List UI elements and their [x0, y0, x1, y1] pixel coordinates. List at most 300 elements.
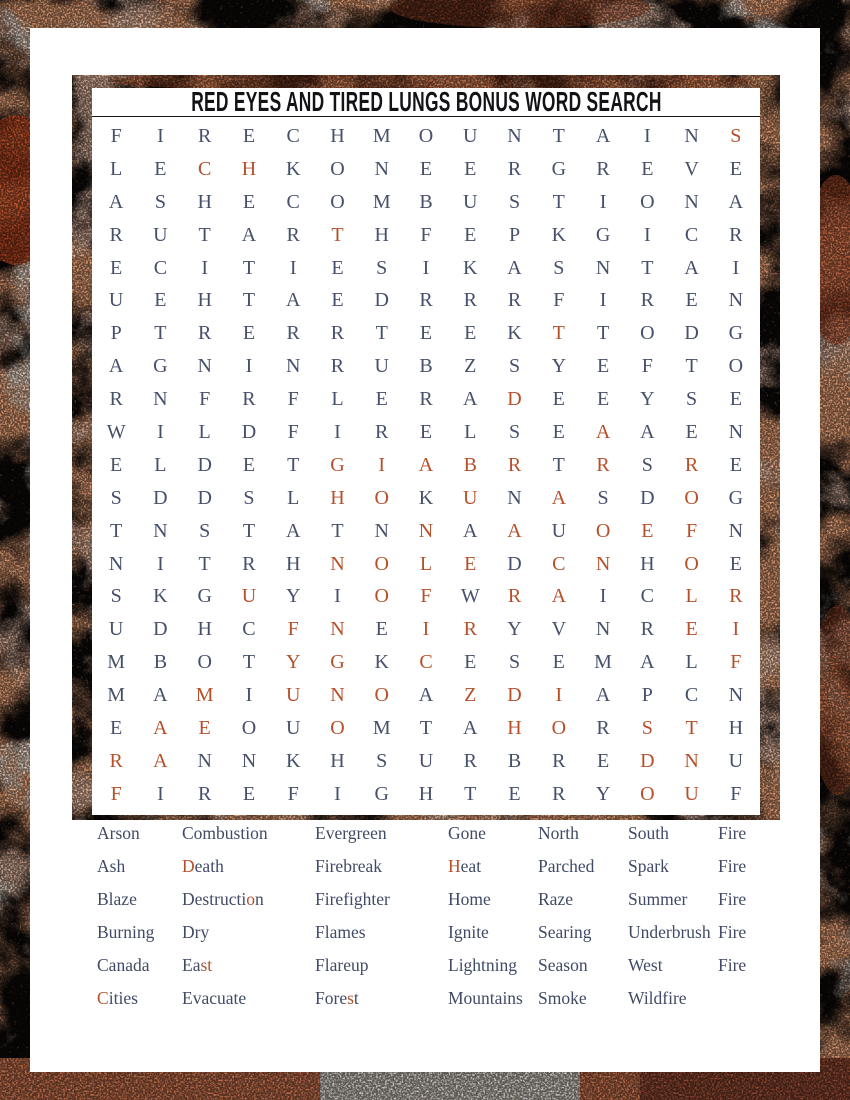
grid-cell: K — [418, 486, 434, 509]
grid-cell: O — [418, 124, 434, 147]
grid-cell: Y — [640, 388, 655, 411]
word-list-item: West — [628, 955, 663, 975]
grid-cell: A — [463, 716, 478, 739]
grid-cell: T — [596, 322, 610, 345]
grid-cell: R — [729, 223, 743, 246]
grid-cell: S — [730, 124, 742, 147]
grid-cell: R — [507, 453, 522, 476]
grid-cell: T — [198, 223, 211, 246]
grid-cell: R — [330, 355, 345, 378]
word-list-item: Forest — [315, 988, 359, 1008]
grid-cell: S — [199, 519, 211, 542]
grid-cell: G — [728, 322, 744, 345]
grid-cell: I — [643, 124, 651, 147]
word-list-item: Flames — [315, 922, 366, 942]
grid-cell: A — [551, 486, 567, 509]
grid-cell: K — [507, 322, 522, 345]
word-list-item: Cities — [97, 988, 138, 1008]
grid-cell: O — [197, 651, 212, 674]
word-list-item: Canada — [97, 955, 150, 975]
grid-cell: G — [551, 157, 567, 180]
grid-cell: N — [374, 519, 389, 542]
grid-cell: K — [285, 749, 301, 772]
grid-cell: D — [197, 453, 212, 476]
word-list-item: Parched — [538, 856, 595, 876]
grid-cell: E — [464, 223, 477, 246]
grid-cell: E — [331, 256, 344, 279]
grid-cell: I — [599, 289, 607, 312]
grid-cell: T — [641, 256, 654, 279]
word-list-item: Dry — [182, 922, 210, 942]
grid-cell: E — [552, 651, 565, 674]
grid-cell: P — [641, 684, 653, 707]
word-list-item: Smoke — [538, 988, 587, 1008]
grid-cell: U — [728, 749, 744, 772]
grid-cell: K — [285, 157, 301, 180]
grid-cell: U — [374, 355, 389, 378]
grid-cell: L — [331, 388, 344, 411]
grid-cell: O — [684, 486, 699, 509]
word-list-item: Gone — [448, 823, 486, 843]
grid-cell: N — [595, 256, 611, 279]
grid-cell: D — [640, 486, 655, 509]
grid-cell: E — [242, 322, 256, 345]
grid-cell: E — [331, 289, 344, 312]
grid-cell: E — [375, 388, 388, 411]
grid-cell: E — [154, 157, 167, 180]
grid-cell: H — [418, 782, 434, 805]
grid-cell: A — [108, 355, 124, 378]
word-list-item: Arson — [97, 823, 140, 843]
grid-cell: R — [242, 552, 256, 575]
grid-cell: T — [242, 651, 256, 674]
grid-cell: F — [110, 124, 122, 147]
grid-cell: E — [508, 782, 521, 805]
grid-cell: E — [464, 651, 477, 674]
title-bar — [92, 88, 760, 117]
grid-cell: A — [463, 519, 478, 542]
word-list-item: Fire — [718, 955, 747, 975]
grid-cell: C — [552, 552, 566, 575]
grid-cell: R — [729, 585, 743, 608]
word-list-item: Burning — [97, 922, 155, 942]
grid-cell: T — [552, 190, 565, 213]
grid-cell: M — [107, 651, 126, 674]
grid-cell: S — [110, 486, 122, 509]
word-list-item: Wildfire — [628, 988, 687, 1008]
grid-cell: C — [640, 585, 654, 608]
grid-cell: O — [374, 486, 389, 509]
word-list-column — [182, 817, 315, 1015]
grid-cell: C — [153, 256, 168, 279]
grid-cell: N — [507, 124, 522, 147]
word-list — [97, 817, 778, 1015]
grid-cell: I — [157, 782, 164, 805]
grid-cell: T — [419, 716, 433, 739]
grid-cell: H — [640, 552, 655, 575]
grid-cell: O — [640, 322, 655, 345]
grid-cell: O — [330, 190, 345, 213]
grid-cell: I — [157, 124, 164, 147]
word-list-column — [315, 817, 448, 1015]
grid-cell: E — [375, 618, 388, 641]
grid-cell: E — [685, 289, 698, 312]
grid-cell: A — [507, 256, 522, 279]
word-list-item: Evergreen — [315, 823, 387, 843]
grid-cell: E — [729, 157, 742, 180]
grid-cell: R — [197, 782, 212, 805]
grid-cell: U — [463, 190, 478, 213]
grid-cell: L — [110, 157, 123, 180]
grid-cell: U — [285, 684, 301, 707]
grid-cell: D — [197, 486, 212, 509]
grid-cell: E — [685, 420, 698, 443]
grid-cell: G — [197, 585, 212, 608]
word-list-item: Firefighter — [315, 889, 390, 909]
grid-cell: R — [109, 388, 123, 411]
grid-cell: O — [374, 585, 389, 608]
grid-cell: S — [641, 453, 653, 476]
grid-cell: I — [422, 256, 430, 279]
grid-cell: A — [241, 223, 257, 246]
grid-cell: U — [684, 782, 699, 805]
grid-cell: I — [334, 585, 341, 608]
grid-cell: H — [241, 157, 257, 180]
grid-cell: I — [245, 355, 253, 378]
grid-cell: M — [372, 190, 391, 213]
grid-cell: F — [287, 420, 299, 443]
grid-cell: A — [153, 749, 168, 772]
grid-cell: L — [154, 453, 167, 476]
grid-cell: E — [110, 256, 123, 279]
grid-cell: L — [287, 486, 300, 509]
grid-cell: F — [420, 585, 432, 608]
grid-cell: E — [154, 289, 167, 312]
word-list-item: Lightning — [448, 955, 518, 975]
grid-cell: O — [551, 716, 567, 739]
grid-cell: A — [418, 684, 434, 707]
grid-cell: E — [641, 519, 654, 542]
grid-cell: T — [242, 256, 256, 279]
word-list-item: Ash — [97, 856, 126, 876]
grid-cell: F — [199, 388, 211, 411]
grid-cell: N — [418, 519, 434, 542]
page-title: RED EYES AND TIRED LUNGS BONUS WORD SEARCH — [190, 86, 662, 117]
grid-cell: R — [330, 322, 345, 345]
grid-cell: R — [419, 388, 433, 411]
word-list-item: East — [182, 955, 213, 975]
grid-cell: A — [418, 453, 434, 476]
grid-cell: E — [419, 157, 433, 180]
grid-cell: T — [375, 322, 388, 345]
grid-cell: S — [508, 190, 521, 213]
grid-cell: A — [551, 585, 567, 608]
word-list-item: Heat — [448, 856, 482, 876]
grid-cell: T — [110, 519, 123, 542]
grid-cell: F — [686, 519, 698, 542]
grid-cell: S — [243, 486, 255, 509]
grid-cell: N — [595, 552, 611, 575]
grid-cell: O — [728, 355, 744, 378]
grid-cell: F — [287, 782, 299, 805]
grid-cell: K — [463, 256, 478, 279]
word-list-column — [718, 817, 778, 1015]
grid-cell: A — [595, 124, 611, 147]
grid-cell: E — [110, 453, 123, 476]
grid-cell: T — [552, 124, 565, 147]
grid-cell: N — [330, 618, 345, 641]
grid-cell: E — [641, 157, 654, 180]
grid-cell: E — [729, 453, 742, 476]
grid-cell: D — [153, 618, 168, 641]
grid-cell: A — [463, 388, 478, 411]
grid-cell: T — [331, 519, 344, 542]
word-list-item: Combustion — [182, 823, 268, 843]
grid-cell: W — [106, 420, 126, 443]
grid-cell: O — [241, 716, 257, 739]
grid-cell: E — [464, 322, 477, 345]
grid-cell: I — [732, 256, 740, 279]
grid-cell: A — [153, 716, 168, 739]
grid-cell: S — [508, 651, 521, 674]
grid-cell: W — [460, 585, 480, 608]
grid-cell: A — [640, 651, 655, 674]
grid-cell: Y — [285, 651, 301, 674]
grid-cell: T — [685, 716, 698, 739]
grid-cell: T — [331, 223, 344, 246]
word-list-item: Mountains — [448, 988, 523, 1008]
grid-cell: H — [285, 552, 301, 575]
word-list-item: Firebreak — [315, 856, 383, 876]
grid-cell: F — [730, 782, 742, 805]
grid-cell: M — [372, 124, 391, 147]
grid-cell: G — [153, 355, 168, 378]
grid-cell: O — [640, 190, 655, 213]
grid-cell: F — [730, 651, 742, 674]
grid-cell: N — [728, 684, 744, 707]
grid-cell: K — [551, 223, 567, 246]
word-list-item: Flareup — [315, 955, 369, 975]
grid-cell: C — [197, 157, 212, 180]
grid-cell: I — [555, 684, 563, 707]
word-list-item: North — [538, 823, 579, 843]
grid-cell: R — [375, 420, 389, 443]
grid-cell: D — [241, 420, 257, 443]
grid-cell: H — [330, 486, 345, 509]
word-list-item: Fire — [718, 823, 747, 843]
grid-cell: E — [596, 749, 610, 772]
grid-cell: A — [153, 684, 168, 707]
grid-cell: N — [684, 190, 699, 213]
grid-cell: N — [507, 486, 522, 509]
puzzle-panel — [92, 88, 760, 815]
grid-cell: N — [728, 519, 744, 542]
grid-cell: L — [685, 585, 698, 608]
grid-cell: E — [464, 552, 477, 575]
grid-cell: B — [153, 651, 168, 674]
grid-cell: S — [597, 486, 609, 509]
grid-cell: V — [684, 157, 699, 180]
grid-cell: R — [286, 223, 300, 246]
word-list-item: Spark — [628, 856, 669, 876]
grid-cell: D — [684, 322, 699, 345]
grid-cell: R — [286, 322, 300, 345]
grid-cell: A — [108, 190, 124, 213]
grid-cell: U — [285, 716, 301, 739]
grid-cell: L — [419, 552, 433, 575]
grid-cell: E — [242, 124, 256, 147]
grid-cell: M — [107, 684, 126, 707]
grid-cell: N — [684, 749, 699, 772]
grid-cell: R — [552, 749, 566, 772]
grid-cell: H — [197, 190, 212, 213]
grid-cell: I — [599, 585, 607, 608]
grid-cell: B — [463, 453, 477, 476]
grid-cell: I — [599, 190, 607, 213]
grid-cell: U — [418, 749, 434, 772]
grid-cell: U — [153, 223, 168, 246]
grid-cell: N — [330, 552, 345, 575]
grid-cell: E — [110, 716, 123, 739]
grid-cell: S — [154, 190, 166, 213]
grid-cell: E — [729, 552, 742, 575]
grid-cell: E — [242, 782, 256, 805]
grid-cell: C — [242, 618, 256, 641]
grid-cell: H — [197, 289, 212, 312]
grid-cell: R — [197, 124, 212, 147]
grid-cell: E — [419, 420, 433, 443]
grid-cell: R — [596, 716, 610, 739]
grid-cell: S — [376, 749, 388, 772]
grid-cell: U — [108, 289, 124, 312]
grid-cell: D — [640, 749, 655, 772]
grid-cell: T — [242, 289, 256, 312]
grid-cell: N — [241, 749, 257, 772]
grid-cell: E — [242, 190, 256, 213]
word-search-grid — [92, 118, 760, 815]
grid-cell: H — [374, 223, 389, 246]
word-list-item: Season — [538, 955, 588, 975]
grid-cell: T — [685, 355, 698, 378]
grid-cell: H — [330, 124, 345, 147]
word-list-item: Underbrush — [628, 922, 711, 942]
grid-cell: G — [595, 223, 611, 246]
grid-cell: Y — [551, 355, 567, 378]
grid-cell: C — [286, 190, 300, 213]
grid-cell: R — [463, 289, 477, 312]
grid-cell: D — [153, 486, 168, 509]
word-list-item: Ignite — [448, 922, 489, 942]
grid-cell: C — [684, 684, 699, 707]
grid-cell: R — [197, 322, 212, 345]
grid-cell: O — [374, 552, 389, 575]
grid-cell: F — [287, 618, 299, 641]
grid-cell: R — [109, 223, 123, 246]
grid-cell: D — [507, 684, 522, 707]
grid-cell: N — [595, 618, 611, 641]
grid-cell: I — [422, 618, 430, 641]
grid-cell: M — [372, 716, 391, 739]
grid-cell: O — [330, 716, 345, 739]
word-list-item: Home — [448, 889, 491, 909]
grid-cell: Y — [507, 618, 522, 641]
grid-cell: K — [153, 585, 168, 608]
grid-cell: R — [596, 453, 610, 476]
grid-cell: F — [641, 355, 653, 378]
grid-cell: O — [640, 782, 655, 805]
grid-cell: L — [198, 420, 211, 443]
grid-cell: S — [686, 388, 698, 411]
grid-cell: R — [507, 157, 522, 180]
grid-cell: H — [728, 716, 744, 739]
grid-cell: F — [420, 223, 432, 246]
grid-cell: F — [110, 782, 122, 805]
word-list-item: Searing — [538, 922, 592, 942]
grid-cell: R — [463, 749, 477, 772]
grid-cell: C — [286, 124, 300, 147]
grid-cell: Y — [595, 782, 611, 805]
grid-cell: F — [287, 388, 299, 411]
grid-cell: I — [378, 453, 386, 476]
grid-cell: E — [729, 388, 742, 411]
grid-cell: N — [153, 519, 168, 542]
grid-cell: A — [728, 190, 744, 213]
grid-cell: G — [330, 651, 345, 674]
grid-cell: N — [728, 289, 744, 312]
grid-cell: R — [463, 618, 477, 641]
grid-cell: F — [553, 289, 565, 312]
grid-cell: N — [728, 420, 744, 443]
word-list-item: Fire — [718, 889, 747, 909]
grid-cell: S — [508, 420, 521, 443]
grid-cell: R — [684, 453, 699, 476]
grid-cell: H — [330, 749, 345, 772]
grid-cell: I — [157, 552, 164, 575]
grid-cell: R — [552, 782, 566, 805]
grid-cell: S — [508, 355, 521, 378]
grid-cell: R — [507, 585, 522, 608]
grid-cell: E — [419, 322, 433, 345]
grid-cell: D — [507, 552, 522, 575]
grid-cell: R — [640, 618, 654, 641]
grid-cell: I — [157, 420, 164, 443]
grid-cell: A — [285, 289, 301, 312]
grid-cell: A — [595, 420, 611, 443]
grid-cell: M — [195, 684, 214, 707]
grid-cell: B — [507, 749, 522, 772]
grid-cell: D — [374, 289, 389, 312]
grid-cell: I — [643, 223, 651, 246]
grid-cell: P — [508, 223, 521, 246]
grid-cell: R — [507, 289, 522, 312]
grid-cell: E — [464, 157, 477, 180]
grid-cell: T — [464, 782, 477, 805]
word-list-item: Fire — [718, 922, 747, 942]
grid-cell: T — [198, 552, 211, 575]
word-list-column — [97, 817, 182, 1015]
grid-cell: O — [330, 157, 345, 180]
grid-cell: R — [109, 749, 123, 772]
grid-cell: N — [197, 749, 212, 772]
grid-cell: I — [289, 256, 297, 279]
grid-cell: E — [552, 388, 565, 411]
grid-cell: U — [463, 124, 478, 147]
grid-cell: O — [374, 684, 389, 707]
grid-cell: Y — [285, 585, 301, 608]
word-list-item: Summer — [628, 889, 688, 909]
grid-cell: R — [419, 289, 433, 312]
grid-cell: C — [419, 651, 433, 674]
